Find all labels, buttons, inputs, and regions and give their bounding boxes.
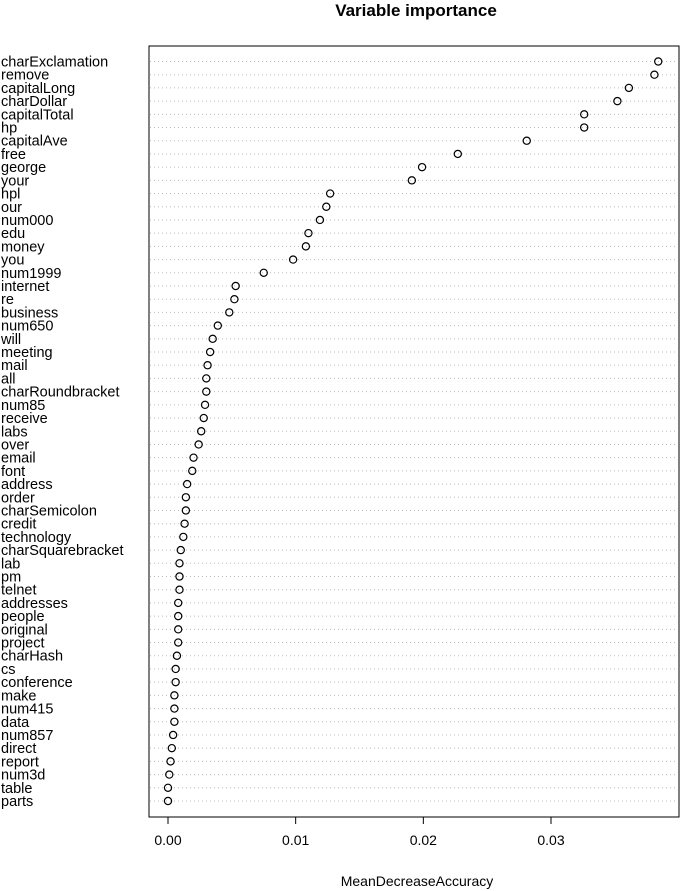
label-over: over bbox=[1, 437, 30, 454]
label-money: money bbox=[1, 239, 45, 256]
label-business: business bbox=[1, 305, 59, 322]
label-pm: pm bbox=[1, 569, 22, 586]
point-order bbox=[182, 494, 189, 501]
label-lab: lab bbox=[1, 556, 21, 573]
label-num857: num857 bbox=[1, 727, 54, 744]
label-charSquarebracket: charSquarebracket bbox=[1, 543, 124, 560]
x-tick-label: 0.00 bbox=[154, 832, 182, 848]
data-points bbox=[164, 58, 661, 805]
label-num650: num650 bbox=[1, 318, 54, 335]
label-table: table bbox=[1, 780, 33, 797]
x-tick-label: 0.01 bbox=[282, 832, 310, 848]
point-free bbox=[454, 150, 461, 157]
label-order: order bbox=[1, 490, 35, 507]
label-charExclamation: charExclamation bbox=[1, 54, 109, 71]
label-free: free bbox=[1, 146, 26, 163]
variable-labels bbox=[0, 55, 124, 811]
label-capitalTotal: capitalTotal bbox=[1, 107, 74, 124]
label-capitalLong: capitalLong bbox=[1, 80, 76, 97]
chart-title: Variable importance bbox=[335, 1, 497, 20]
x-axis bbox=[154, 817, 564, 848]
label-you: you bbox=[1, 252, 25, 269]
label-data: data bbox=[1, 714, 30, 731]
label-num1999: num1999 bbox=[1, 265, 62, 282]
label-charRoundbracket: charRoundbracket bbox=[1, 384, 120, 401]
label-project: project bbox=[1, 635, 45, 652]
label-report: report bbox=[1, 754, 39, 771]
label-our: our bbox=[1, 199, 22, 216]
label-direct: direct bbox=[1, 741, 37, 758]
point-address bbox=[184, 480, 191, 487]
label-parts: parts bbox=[1, 794, 34, 810]
label-re: re bbox=[1, 292, 14, 309]
label-email: email bbox=[1, 450, 36, 467]
label-charDollar: charDollar bbox=[1, 94, 68, 111]
label-internet: internet bbox=[1, 278, 50, 295]
label-num3d: num3d bbox=[1, 767, 46, 784]
label-num85: num85 bbox=[1, 397, 46, 414]
label-telnet: telnet bbox=[1, 582, 37, 599]
label-labs: labs bbox=[1, 424, 28, 441]
label-addresses: addresses bbox=[1, 595, 68, 612]
label-charHash: charHash bbox=[1, 648, 64, 665]
grid-lines bbox=[150, 62, 678, 802]
label-mail: mail bbox=[1, 358, 28, 375]
x-axis-title: MeanDecreaseAccuracy bbox=[340, 873, 494, 889]
label-receive: receive bbox=[1, 411, 48, 428]
label-original: original bbox=[1, 622, 48, 639]
label-all: all bbox=[1, 371, 16, 388]
label-font: font bbox=[1, 463, 26, 480]
label-george: george bbox=[1, 160, 47, 177]
label-remove: remove bbox=[1, 67, 50, 84]
point-num650 bbox=[214, 322, 221, 329]
label-num000: num000 bbox=[1, 212, 54, 229]
point-charSemicolon bbox=[182, 507, 189, 514]
x-tick-label: 0.02 bbox=[409, 832, 437, 848]
label-people: people bbox=[1, 609, 45, 626]
x-tick-label: 0.03 bbox=[537, 832, 565, 848]
label-meeting: meeting bbox=[1, 345, 53, 362]
label-cs: cs bbox=[1, 661, 16, 678]
label-edu: edu bbox=[1, 226, 26, 243]
label-hpl: hpl bbox=[1, 186, 21, 203]
label-num415: num415 bbox=[1, 701, 54, 718]
label-conference: conference bbox=[1, 675, 73, 692]
point-technology bbox=[180, 533, 187, 540]
label-your: your bbox=[1, 173, 30, 190]
label-technology: technology bbox=[1, 529, 72, 546]
point-money bbox=[302, 243, 309, 250]
label-hp: hp bbox=[1, 120, 18, 137]
label-charSemicolon: charSemicolon bbox=[1, 503, 97, 520]
label-address: address bbox=[1, 477, 53, 494]
point-email bbox=[190, 454, 197, 461]
label-capitalAve: capitalAve bbox=[1, 133, 68, 150]
label-credit: credit bbox=[1, 516, 37, 533]
label-make: make bbox=[1, 688, 37, 705]
label-will: will bbox=[1, 331, 22, 348]
